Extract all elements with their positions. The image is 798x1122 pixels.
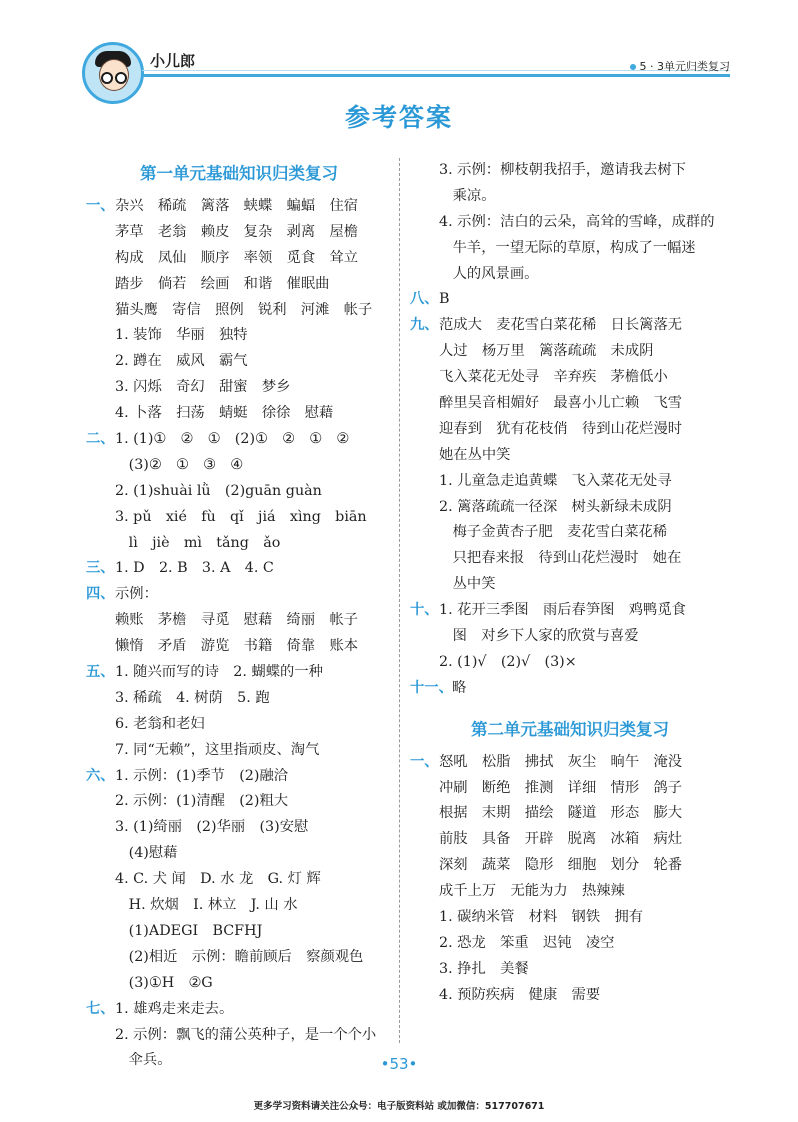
question-number	[86, 867, 115, 893]
brand-name: 小儿郎	[150, 52, 196, 70]
unit1-answers-continued	[410, 158, 730, 702]
answer-line	[410, 391, 730, 417]
answer-line	[410, 983, 730, 1009]
mascot-glasses-left	[101, 72, 113, 84]
answer-text: 7. 同“无赖”，这里指顽皮、淘气	[115, 741, 320, 758]
answer-line	[86, 712, 392, 738]
left-column	[86, 158, 392, 1074]
answer-text: 1. 随兴而写的诗 2. 蝴蝶的一种	[115, 664, 323, 681]
question-number	[410, 339, 439, 365]
answer-text: 4. C. 犬 闻 D. 水 龙 G. 灯 辉	[115, 871, 321, 888]
bullet-icon	[630, 64, 636, 70]
answer-line	[86, 686, 392, 712]
answer-line	[410, 905, 730, 931]
answer-line	[86, 272, 392, 298]
answer-text: 1. 示例：(1)季节 (2)融洽	[115, 767, 289, 784]
answer-text: 图 对乡下人家的欣赏与喜爱	[439, 628, 639, 645]
answer-line	[86, 401, 392, 427]
answer-line	[86, 375, 392, 401]
question-number	[86, 220, 115, 246]
answer-line	[410, 313, 730, 339]
question-number	[410, 983, 439, 1009]
answer-text: 2. 示例：飘飞的蒲公英种子，是一个个小	[115, 1026, 377, 1043]
answer-text: (2)相近 示例：瞻前顾后 察颜观色	[115, 948, 364, 965]
question-number	[86, 919, 115, 945]
question-number	[86, 272, 115, 298]
answer-text: 2. (1)shuài lǜ (2)guān guàn	[115, 482, 322, 499]
answer-line	[86, 945, 392, 971]
answer-text: 深刻 蔬菜 隐形 细胞 划分 轮番	[439, 857, 683, 874]
question-number	[410, 520, 439, 546]
answer-text: B	[439, 291, 450, 308]
answer-line	[86, 634, 392, 660]
question-number: 九、	[410, 317, 439, 334]
answer-text: 略	[452, 679, 467, 696]
question-number	[410, 210, 439, 236]
page-title: 参考答案	[344, 103, 453, 132]
answer-line	[86, 556, 392, 582]
answer-text: 3. pǔ xié fù qǐ jiá xìng biān	[115, 508, 367, 525]
section-tag	[630, 58, 731, 74]
answer-text: 1. 装饰 华丽 独特	[115, 327, 248, 344]
question-number	[410, 572, 439, 598]
brand-mascot-logo	[82, 42, 144, 104]
answer-line	[86, 194, 392, 220]
answer-text: 6. 老翁和老妇	[115, 715, 205, 732]
answer-text: 范成大 麦花雪白菜花稀 日长篱落无	[439, 317, 683, 334]
answer-text: 前肢 具备 开辟 脱离 冰箱 病灶	[439, 831, 683, 848]
answer-line	[410, 853, 730, 879]
answer-line	[410, 236, 730, 262]
answer-line	[86, 608, 392, 634]
answer-text: H. 炊烟 I. 林立 J. 山 水	[115, 897, 298, 914]
question-number	[410, 931, 439, 957]
answer-line	[86, 349, 392, 375]
question-number	[86, 686, 115, 712]
answer-text: (1)ADEGI BCFHJ	[115, 922, 263, 939]
answer-line	[410, 184, 730, 210]
answer-line	[410, 287, 730, 313]
answer-text: 茅草 老翁 赖皮 复杂 剥离 屋檐	[115, 223, 359, 240]
answer-text: 1. 雄鸡走来走去。	[115, 1000, 234, 1017]
question-number	[410, 776, 439, 802]
answer-text: (3)② ① ③ ④	[115, 456, 244, 473]
answer-text: 杂兴 稀疏 篱落 蛱蝶 蝙蝠 住宿	[115, 198, 359, 214]
answer-line	[86, 919, 392, 945]
answer-text: 迎春到 犹有花枝俏 待到山花烂漫时	[439, 420, 683, 437]
answer-line	[410, 776, 730, 802]
answer-text: 2. 篱落疏疏一径深 树头新绿未成阴	[439, 498, 672, 515]
answer-text: 4. 示例：洁白的云朵，高耸的雪峰，成群的	[439, 213, 715, 230]
answer-text: 丛中笑	[439, 576, 496, 593]
answer-line	[86, 427, 392, 453]
question-number	[410, 495, 439, 521]
question-number	[410, 158, 439, 184]
answer-text: 1. D 2. B 3. A 4. C	[115, 560, 274, 577]
question-number	[86, 634, 115, 660]
question-number	[410, 879, 439, 905]
column-divider	[399, 158, 400, 1043]
question-number	[86, 349, 115, 375]
answer-text: 只把春来报 待到山花烂漫时 她在	[439, 550, 682, 567]
answer-line	[410, 339, 730, 365]
question-number: 一、	[410, 753, 439, 770]
question-number	[410, 184, 439, 210]
question-number	[410, 443, 439, 469]
question-number: 一、	[86, 198, 115, 214]
answer-line	[410, 417, 730, 443]
answer-text: 2. 恐龙 笨重 迟钝 凌空	[439, 934, 615, 951]
question-number	[86, 453, 115, 479]
answer-line	[410, 931, 730, 957]
answer-text: 构成 凤仙 顺序 率领 觅食 耸立	[115, 249, 359, 266]
answer-line	[86, 841, 392, 867]
answer-text: 3. (1)绮丽 (2)华丽 (3)安慰	[115, 819, 309, 836]
answer-line	[410, 210, 730, 236]
answer-line	[410, 365, 730, 391]
answer-line	[86, 453, 392, 479]
question-number	[86, 738, 115, 764]
question-number	[86, 945, 115, 971]
question-number	[410, 391, 439, 417]
answer-line	[410, 676, 730, 702]
question-number	[86, 712, 115, 738]
unit2-answers	[410, 750, 730, 1009]
answer-text: 1. 儿童急走追黄蝶 飞入菜花无处寻	[439, 472, 672, 489]
answer-line	[410, 443, 730, 469]
question-number	[86, 608, 115, 634]
answer-line	[410, 650, 730, 676]
question-number	[86, 479, 115, 505]
answer-text: 牛羊，一望无际的草原，构成了一幅迷	[439, 239, 696, 256]
right-column	[410, 158, 730, 1009]
answer-text: 4. 卜落 扫荡 蜻蜓 徐徐 慰藉	[115, 405, 334, 422]
answer-line	[86, 867, 392, 893]
unit1-answers	[86, 194, 392, 1074]
answer-text: 人过 杨万里 篱落疏疏 未成阴	[439, 343, 654, 360]
answer-line	[410, 598, 730, 624]
question-number	[86, 971, 115, 997]
answer-line	[410, 572, 730, 598]
question-number: 三、	[86, 560, 115, 577]
answer-line	[86, 582, 392, 608]
answer-line	[86, 738, 392, 764]
answer-line	[410, 957, 730, 983]
mascot-glasses-right	[115, 72, 127, 84]
answer-text: 梅子金黄杏子肥 麦花雪白菜花稀	[439, 524, 668, 541]
question-number	[410, 624, 439, 650]
section-tag-text: 5 · 3单元归类复习	[639, 60, 730, 73]
question-number	[86, 841, 115, 867]
question-number	[410, 417, 439, 443]
answer-line	[86, 220, 392, 246]
answer-line	[86, 971, 392, 997]
answer-text: 冲刷 断绝 推测 详细 情形 鸽子	[439, 779, 683, 796]
answer-text: (4)慰藉	[115, 845, 178, 862]
question-number	[86, 789, 115, 815]
answer-line	[410, 624, 730, 650]
answer-line	[86, 789, 392, 815]
answer-line	[86, 505, 392, 531]
unit2-heading: 第二单元基础知识归类复习	[471, 719, 669, 739]
answer-text: 怒吼 松脂 拂拭 灰尘 晌午 淹没	[439, 753, 683, 770]
question-number	[86, 246, 115, 272]
question-number	[86, 815, 115, 841]
question-number	[410, 827, 439, 853]
answer-text: 伞兵。	[115, 1052, 172, 1069]
question-number	[86, 1023, 115, 1049]
answer-text: lì jiè mì tǎng ǎo	[115, 534, 281, 551]
answer-line	[410, 469, 730, 495]
answer-text: 赖账 茅檐 寻觅 慰藉 绮丽 帐子	[115, 612, 359, 629]
header-rule	[142, 74, 730, 77]
answer-text: 3. 闪烁 奇幻 甜蜜 梦乡	[115, 379, 291, 396]
answer-text: 3. 稀疏 4. 树荫 5. 跑	[115, 689, 270, 706]
answer-text: 3. 示例：柳枝朝我招手，邀请我去树下	[439, 162, 686, 178]
answer-text: 她在丛中笑	[439, 446, 511, 463]
answer-text: 成千上万 无能为力 热辣辣	[439, 883, 625, 900]
question-number	[410, 236, 439, 262]
question-number	[410, 801, 439, 827]
answer-text: 2. 蹲在 威风 霸气	[115, 353, 248, 370]
answer-line	[86, 764, 392, 790]
answer-line	[86, 479, 392, 505]
answer-text: 醉里吴音相媚好 最喜小儿亡赖 飞雪	[439, 395, 683, 412]
question-number	[86, 505, 115, 531]
answer-line	[410, 262, 730, 288]
answer-line	[410, 520, 730, 546]
question-number	[86, 401, 115, 427]
question-number: 十一、	[410, 679, 453, 696]
answer-line	[86, 246, 392, 272]
answer-text: 1. 花开三季图 雨后春笋图 鸡鸭觅食	[439, 602, 686, 619]
question-number: 七、	[86, 1000, 115, 1017]
answer-text: 1. (1)① ② ① (2)① ② ① ②	[115, 431, 350, 448]
answer-text: 1. 碳纳米管 材料 钢铁 拥有	[439, 909, 644, 926]
question-number	[86, 323, 115, 349]
answer-line	[410, 827, 730, 853]
question-number: 六、	[86, 767, 115, 784]
question-number	[410, 650, 439, 676]
answer-text: 4. 预防疾病 健康 需要	[439, 986, 601, 1003]
answer-text: 3. 挣扎 美餐	[439, 960, 529, 977]
question-number	[410, 957, 439, 983]
question-number	[410, 905, 439, 931]
answer-line	[86, 997, 392, 1023]
unit1-heading: 第一单元基础知识归类复习	[140, 164, 338, 183]
answer-text: 猫头鹰 寄信 照例 锐利 河滩 帐子	[115, 301, 373, 318]
answer-line	[410, 158, 730, 184]
question-number	[410, 262, 439, 288]
answer-line	[410, 879, 730, 905]
answer-line	[410, 750, 730, 776]
question-number: 八、	[410, 291, 439, 308]
answer-text: 示例：	[115, 586, 158, 603]
answer-line	[86, 531, 392, 557]
question-number: 十、	[410, 602, 439, 619]
answer-text: 2. (1)√ (2)√ (3)×	[439, 653, 577, 670]
question-number	[86, 531, 115, 557]
answer-text: (3)①H ②G	[115, 974, 213, 991]
answer-line	[86, 298, 392, 324]
question-number	[86, 375, 115, 401]
answer-line	[86, 323, 392, 349]
question-number	[86, 893, 115, 919]
page-header	[70, 40, 730, 100]
question-number: 五、	[86, 664, 115, 681]
question-number	[86, 298, 115, 324]
answer-line	[86, 660, 392, 686]
answer-text: 根据 末期 描绘 隧道 形态 膨大	[439, 805, 683, 822]
answer-line	[410, 546, 730, 572]
question-number	[410, 853, 439, 879]
answer-line	[86, 815, 392, 841]
question-number	[410, 365, 439, 391]
answer-text: 人的风景画。	[439, 265, 539, 282]
page-number: •53•	[380, 1055, 418, 1073]
answer-line	[410, 801, 730, 827]
footer-note: 更多学习资料请关注公众号：电子版资料站 或加微信：517707671	[253, 1101, 545, 1112]
answer-text: 2. 示例：(1)清醒 (2)粗大	[115, 793, 289, 810]
answer-line	[86, 893, 392, 919]
question-number	[410, 546, 439, 572]
answer-text: 懒惰 矛盾 游览 书籍 倚靠 账本	[115, 638, 359, 655]
answer-text: 乘凉。	[439, 187, 496, 204]
answer-line	[86, 1023, 392, 1049]
question-number: 二、	[86, 431, 115, 448]
question-number: 四、	[86, 586, 115, 603]
answer-text: 飞入菜花无处寻 辛弃疾 茅檐低小	[439, 369, 668, 386]
answer-text: 踏步 倘若 绘画 和谐 催眠曲	[115, 275, 330, 292]
question-number	[410, 469, 439, 495]
answer-line	[410, 495, 730, 521]
